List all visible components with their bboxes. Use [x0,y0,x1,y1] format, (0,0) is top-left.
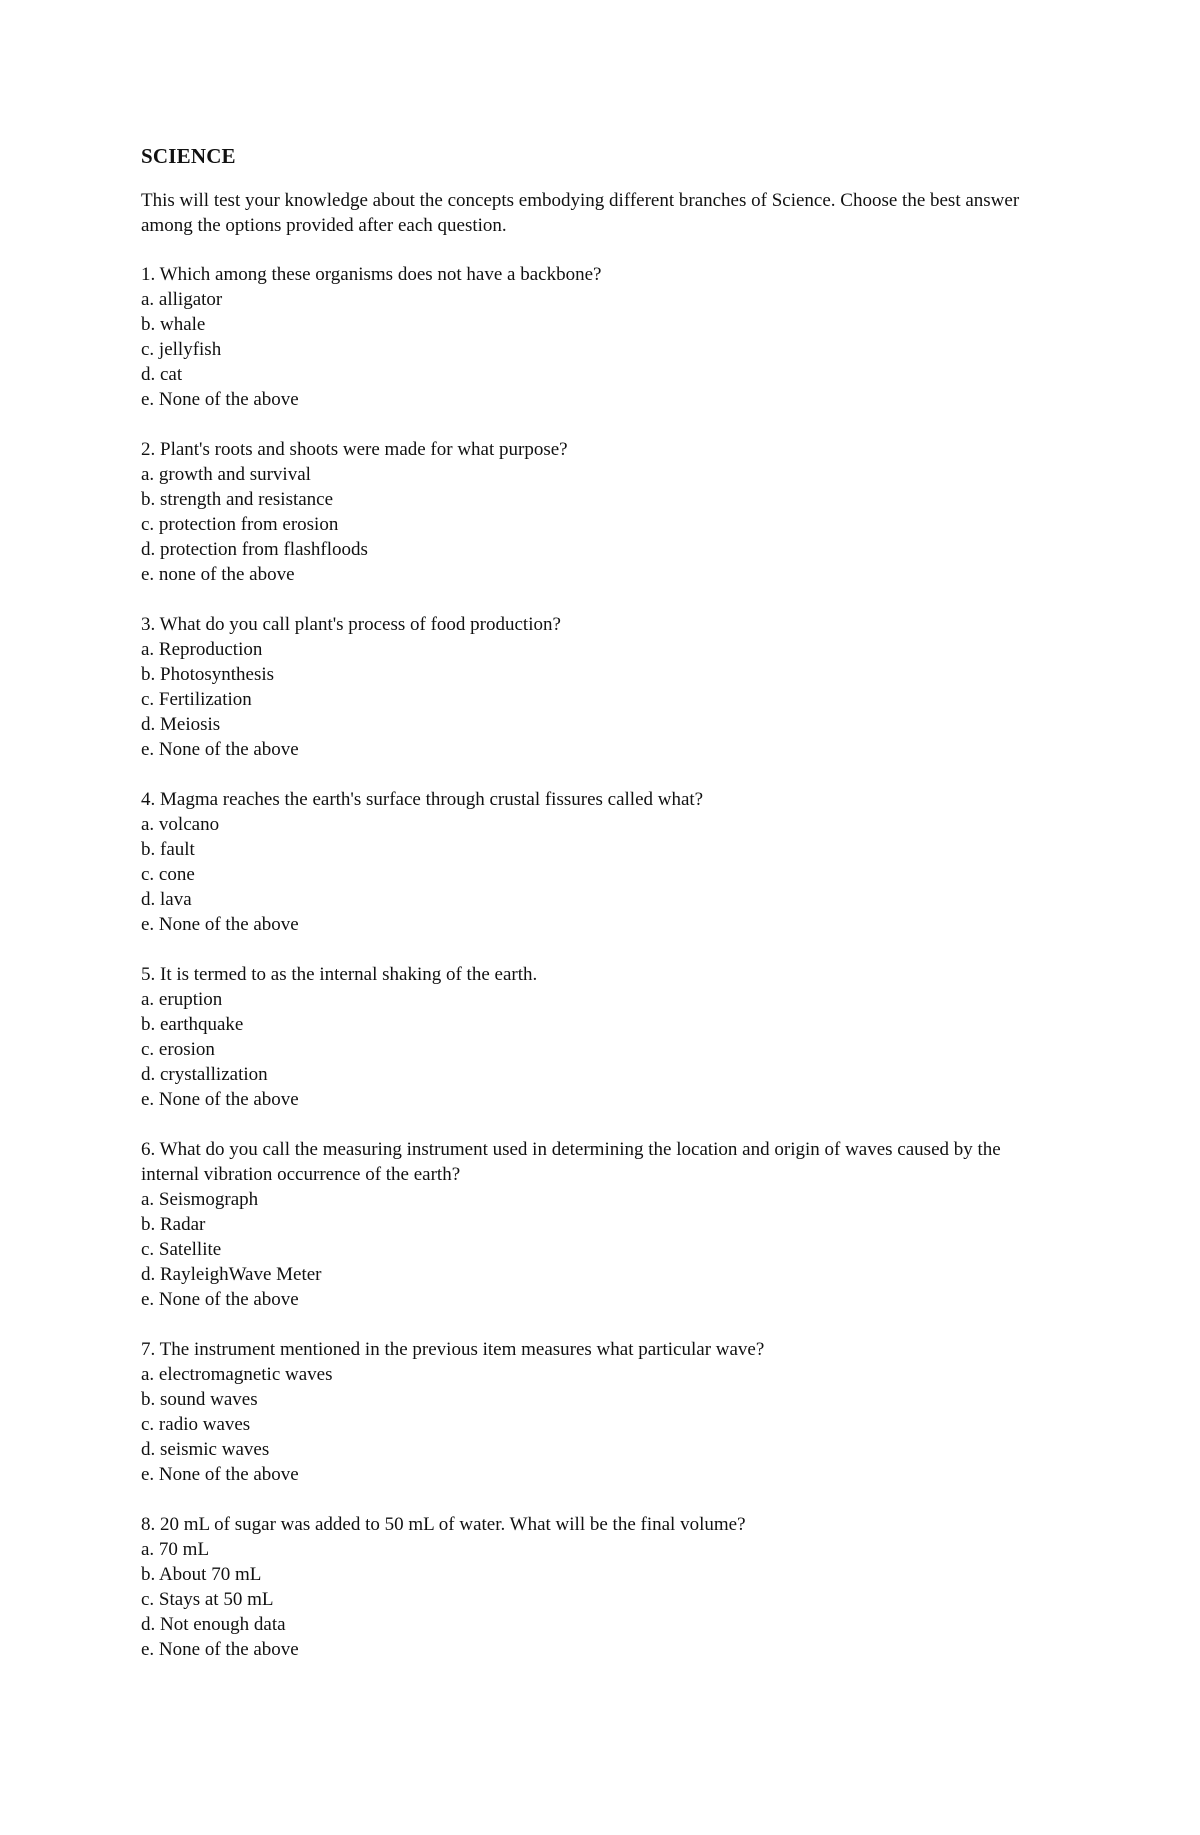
option-a: a. Seismograph [141,1189,259,1210]
page-title: SCIENCE [141,144,236,168]
option-a: a. growth and survival [141,464,311,485]
question-4 [141,787,1041,937]
option-d: d. protection from flashfloods [141,539,368,560]
option-e: e. None of the above [141,1464,299,1485]
option-a: a. volcano [141,814,220,835]
question-text: 6. What do you call the measuring instrument used in determining the location and origin of waves caused by the internal vibration occurrence of the earth? [141,1139,1006,1185]
option-d: d. seismic waves [141,1439,270,1460]
option-c: c. Fertilization [141,689,252,710]
option-a: a. 70 mL [141,1539,210,1560]
document-page [141,138,1041,1687]
option-c: c. cone [141,864,195,885]
option-a: a. Reproduction [141,639,263,660]
option-b: b. Radar [141,1214,206,1235]
option-b: b. whale [141,314,206,335]
question-text: 4. Magma reaches the earth's surface through crustal fissures called what? [141,789,704,810]
option-a: a. alligator [141,289,223,310]
question-text: 2. Plant's roots and shoots were made for what purpose? [141,439,568,460]
question-text: 7. The instrument mentioned in the previous item measures what particular wave? [141,1339,765,1360]
option-b: b. Photosynthesis [141,664,275,685]
option-c: c. Satellite [141,1239,222,1260]
question-text: 3. What do you call plant's process of food production? [141,614,561,635]
option-b: b. fault [141,839,195,860]
option-c: c. erosion [141,1039,215,1060]
option-d: d. RayleighWave Meter [141,1264,322,1285]
option-d: d. lava [141,889,192,910]
question-6 [141,1137,1041,1312]
question-2 [141,437,1041,587]
question-7 [141,1337,1041,1487]
option-b: b. strength and resistance [141,489,334,510]
option-c: c. radio waves [141,1414,251,1435]
option-b: b. sound waves [141,1389,258,1410]
option-e: e. None of the above [141,914,299,935]
question-text: 5. It is termed to as the internal shaking of the earth. [141,964,538,985]
intro-paragraph: This will test your knowledge about the concepts embodying different branches of Science. Choose the best answer among the options provided after each question. [141,190,1020,236]
question-text: 1. Which among these organisms does not have a backbone? [141,264,602,285]
option-c: c. jellyfish [141,339,222,360]
question-1 [141,262,1041,412]
option-d: d. Meiosis [141,714,221,735]
option-e: e. None of the above [141,739,299,760]
option-d: d. Not enough data [141,1614,286,1635]
question-text: 8. 20 mL of sugar was added to 50 mL of water. What will be the final volume? [141,1514,746,1535]
option-b: b. earthquake [141,1014,244,1035]
option-e: e. None of the above [141,389,299,410]
option-e: e. None of the above [141,1639,299,1660]
option-d: d. crystallization [141,1064,268,1085]
option-e: e. None of the above [141,1089,299,1110]
option-e: e. none of the above [141,564,295,585]
option-c: c. Stays at 50 mL [141,1589,274,1610]
question-8 [141,1512,1041,1662]
option-b: b. About 70 mL [141,1564,262,1585]
option-c: c. protection from erosion [141,514,339,535]
option-e: e. None of the above [141,1289,299,1310]
question-5 [141,962,1041,1112]
option-d: d. cat [141,364,183,385]
question-3 [141,612,1041,762]
option-a: a. electromagnetic waves [141,1364,333,1385]
option-a: a. eruption [141,989,223,1010]
